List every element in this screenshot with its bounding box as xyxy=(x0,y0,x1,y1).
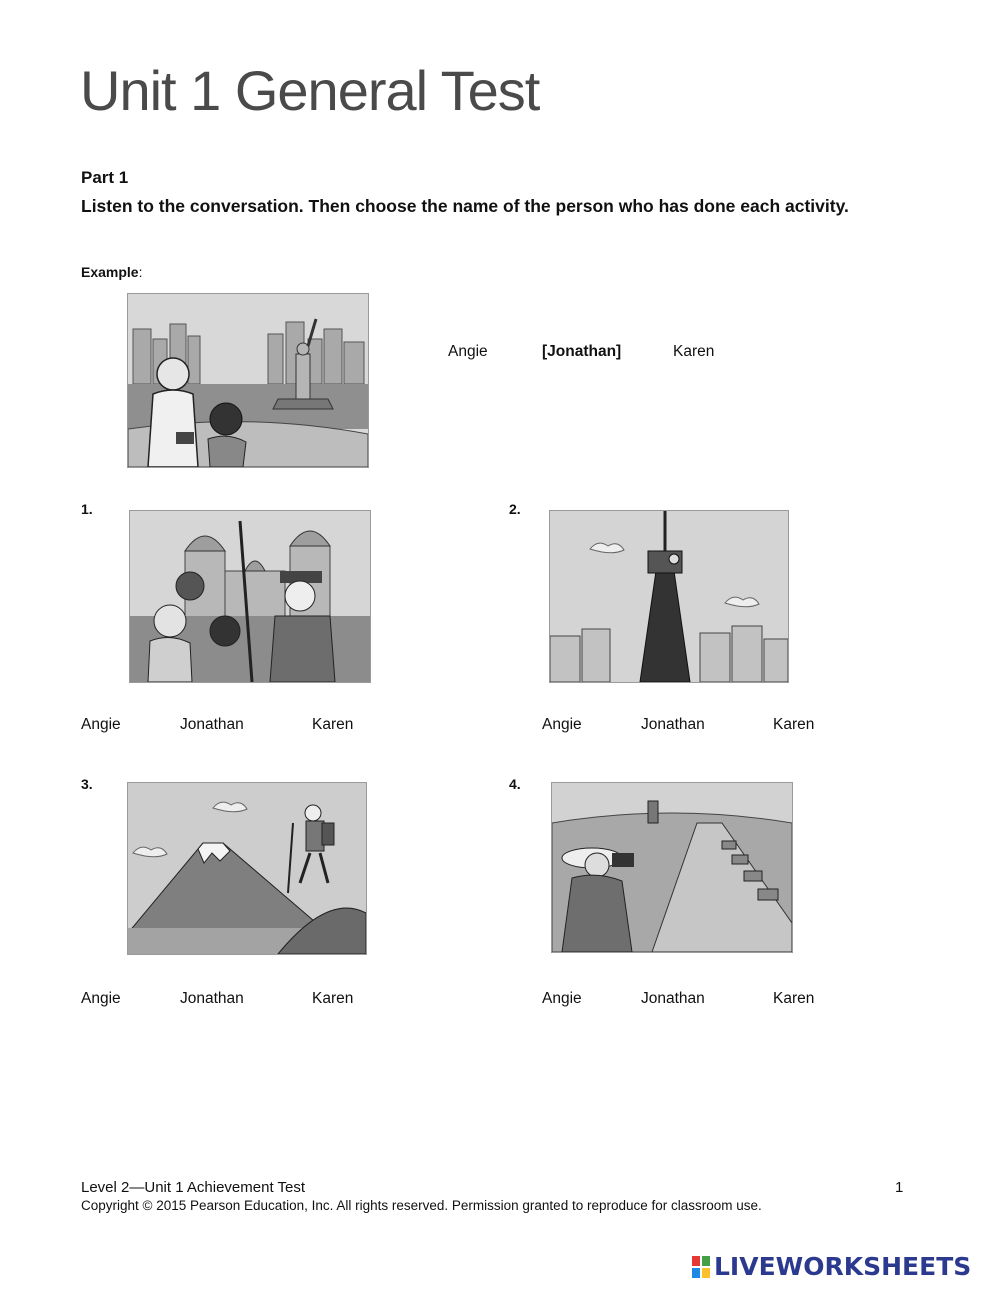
question-1-option-karen[interactable]: Karen xyxy=(312,716,354,733)
page-title: Unit 1 General Test xyxy=(80,59,540,122)
question-2-option-jonathan[interactable]: Jonathan xyxy=(641,716,705,733)
question-2-option-angie[interactable]: Angie xyxy=(542,716,582,733)
example-option-angie[interactable]: Angie xyxy=(448,343,488,360)
question-1-option-jonathan[interactable]: Jonathan xyxy=(180,716,244,733)
page-number: 1 xyxy=(895,1179,904,1196)
question-2-number: 2. xyxy=(509,501,521,517)
question-1-option-angie[interactable]: Angie xyxy=(81,716,121,733)
example-label-text: Example xyxy=(81,264,139,280)
logo-block-3 xyxy=(692,1268,700,1278)
question-4-option-angie[interactable]: Angie xyxy=(542,990,582,1007)
footer-test-name: Level 2—Unit 1 Achievement Test xyxy=(81,1179,306,1196)
copyright-notice: Copyright © 2015 Pearson Education, Inc. All rights reserved. Permission granted to reproduce for classroom use. xyxy=(81,1198,762,1213)
question-3-image xyxy=(127,782,367,955)
logo-block-2 xyxy=(702,1256,710,1266)
example-image xyxy=(127,293,369,468)
question-2-image xyxy=(549,510,789,683)
question-3-number: 3. xyxy=(81,776,93,792)
question-3-option-angie[interactable]: Angie xyxy=(81,990,121,1007)
example-label-colon: : xyxy=(138,264,143,280)
example-label xyxy=(81,264,142,280)
question-4-option-karen[interactable]: Karen xyxy=(773,990,815,1007)
example-option-jonathan[interactable]: [Jonathan] xyxy=(542,343,622,360)
logo-blocks-icon xyxy=(692,1256,710,1278)
logo-block-1 xyxy=(692,1256,700,1266)
question-2-option-karen[interactable]: Karen xyxy=(773,716,815,733)
part-heading: Part 1 xyxy=(81,168,129,187)
instructions: Listen to the conversation. Then choose the name of the person who has done each activity. xyxy=(81,196,849,216)
question-3-option-karen[interactable]: Karen xyxy=(312,990,354,1007)
logo-text: LIVEWORKSHEETS xyxy=(714,1252,972,1281)
question-3-option-jonathan[interactable]: Jonathan xyxy=(180,990,244,1007)
question-4-image xyxy=(551,782,793,953)
question-1-number: 1. xyxy=(81,501,93,517)
question-4-number: 4. xyxy=(509,776,521,792)
question-4-option-jonathan[interactable]: Jonathan xyxy=(641,990,705,1007)
liveworksheets-logo[interactable] xyxy=(692,1252,971,1281)
logo-block-4 xyxy=(702,1268,710,1278)
question-1-image xyxy=(129,510,371,683)
example-option-karen[interactable]: Karen xyxy=(673,343,715,360)
